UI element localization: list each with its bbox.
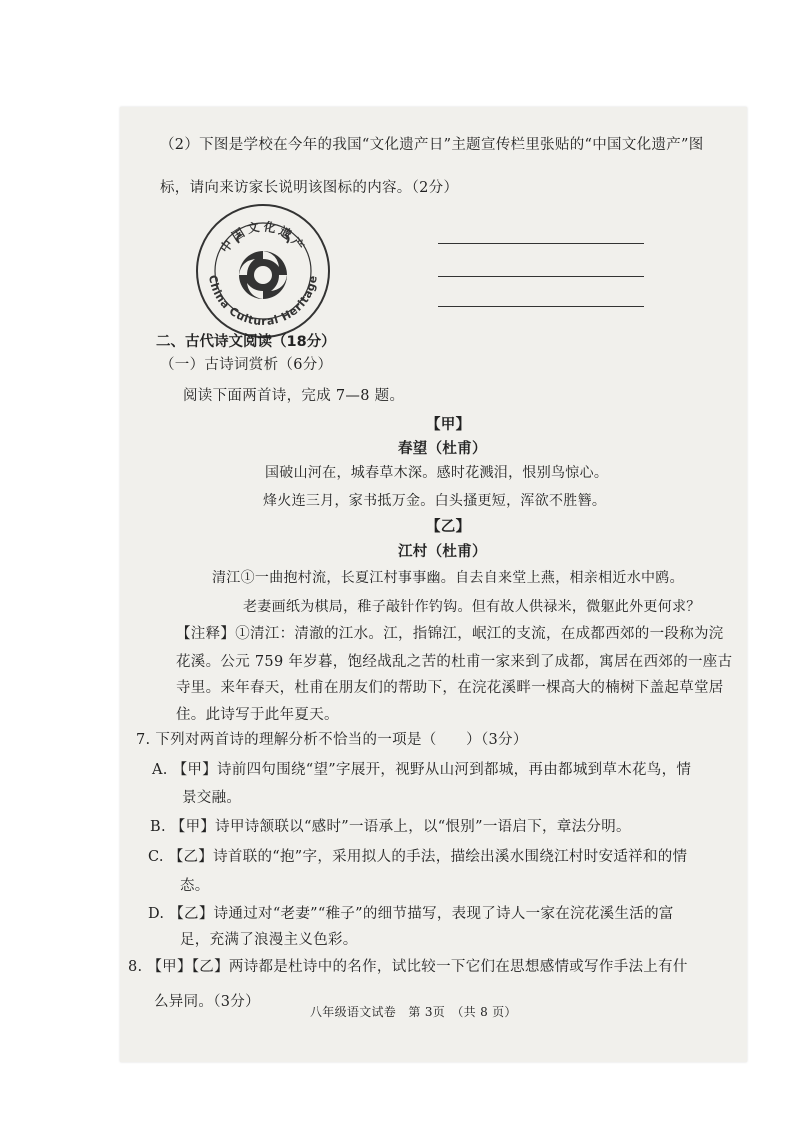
answer-line-3[interactable] (438, 306, 644, 307)
q2-line2: 标，请向来访家长说明该图标的内容。（2分） (160, 180, 459, 196)
q7-option-d-line2: 足，充满了浪漫主义色彩。 (180, 932, 358, 948)
q7-option-a-line2: 景交融。 (182, 790, 242, 806)
answer-line-1[interactable] (438, 243, 644, 244)
note-line1: 【注释】①清江：清澈的江水。江，指锦江，岷江的支流，在成都西郊的一段称为浣 (176, 626, 724, 642)
q7-option-d-line1[interactable]: D. 【乙】诗通过对“老妻”“稚子”的细节描写，表现了诗人一家在浣花溪生活的富 (148, 906, 674, 922)
logo-top-text: 中国文化遗产 (217, 219, 309, 256)
poem-a-line1: 国破山河在，城春草木深。感时花溅泪，恨别鸟惊心。 (265, 465, 609, 481)
q2-line1: （2）下图是学校在今年的我国“文化遗产日”主题宣传栏里张贴的“中国文化遗产”图 (160, 137, 704, 153)
poem-a-line2: 烽火连三月，家书抵万金。白头搔更短，浑欲不胜簪。 (263, 493, 607, 509)
q7-stem: 7. 下列对两首诗的理解分析不恰当的一项是（ ）（3分） (136, 732, 528, 748)
q8-line1: 8. 【甲】【乙】两诗都是杜诗中的名作，试比较一下它们在思想感情或写作手法上有什 (128, 959, 688, 975)
note-line2: 花溪。公元 759 年岁暮，饱经战乱之苦的杜甫一家来到了成都，寓居在西郊的一座古 (176, 654, 733, 670)
poem-a-tag: 【甲】 (426, 417, 471, 433)
subsection-title: （一）古诗词赏析（6分） (160, 357, 333, 373)
poem-b-title: 江村（杜甫） (398, 544, 487, 560)
q7-option-c-line2: 态。 (180, 878, 210, 894)
page-footer: 八年级语文试卷 第 3页 （共 8 页） (310, 1005, 517, 1019)
poem-b-tag: 【乙】 (426, 519, 471, 535)
logo-bottom-text: China Cultural Heritage (206, 274, 320, 329)
q8-line2: 么异同。（3分） (154, 994, 260, 1010)
poem-b-line2: 老妻画纸为棋局，稚子敲针作钓钩。但有故人供禄米，微躯此外更何求？ (243, 599, 701, 615)
note-line3: 寺里。来年春天，杜甫在朋友们的帮助下，在浣花溪畔一棵高大的楠树下盖起草堂居 (176, 680, 724, 696)
section-title: 二、古代诗文阅读（18分） (156, 334, 336, 350)
q7-option-a-line1[interactable]: A. 【甲】诗前四句围绕“望”字展开，视野从山河到都城，再由都城到草木花鸟，情 (152, 762, 692, 778)
note-line4: 住。此诗写于此年夏天。 (176, 707, 339, 723)
q7-option-c-line1[interactable]: C. 【乙】诗首联的“抱”字，采用拟人的手法，描绘出溪水围绕江村时安适祥和的情 (148, 849, 688, 865)
answer-line-2[interactable] (438, 276, 644, 277)
poem-a-title: 春望（杜甫） (398, 441, 487, 457)
svg-text:中国文化遗产 (217, 218, 310, 255)
q7-option-b[interactable]: B. 【甲】诗甲诗颔联以“感时”一语承上，以“恨别”一语启下，章法分明。 (150, 819, 631, 835)
china-cultural-heritage-logo (195, 203, 331, 339)
poem-b-line1: 清江①一曲抱村流，长夏江村事事幽。自去自来堂上燕，相亲相近水中鸥。 (212, 570, 684, 586)
instruction: 阅读下面两首诗，完成 7—8 题。 (183, 388, 405, 404)
